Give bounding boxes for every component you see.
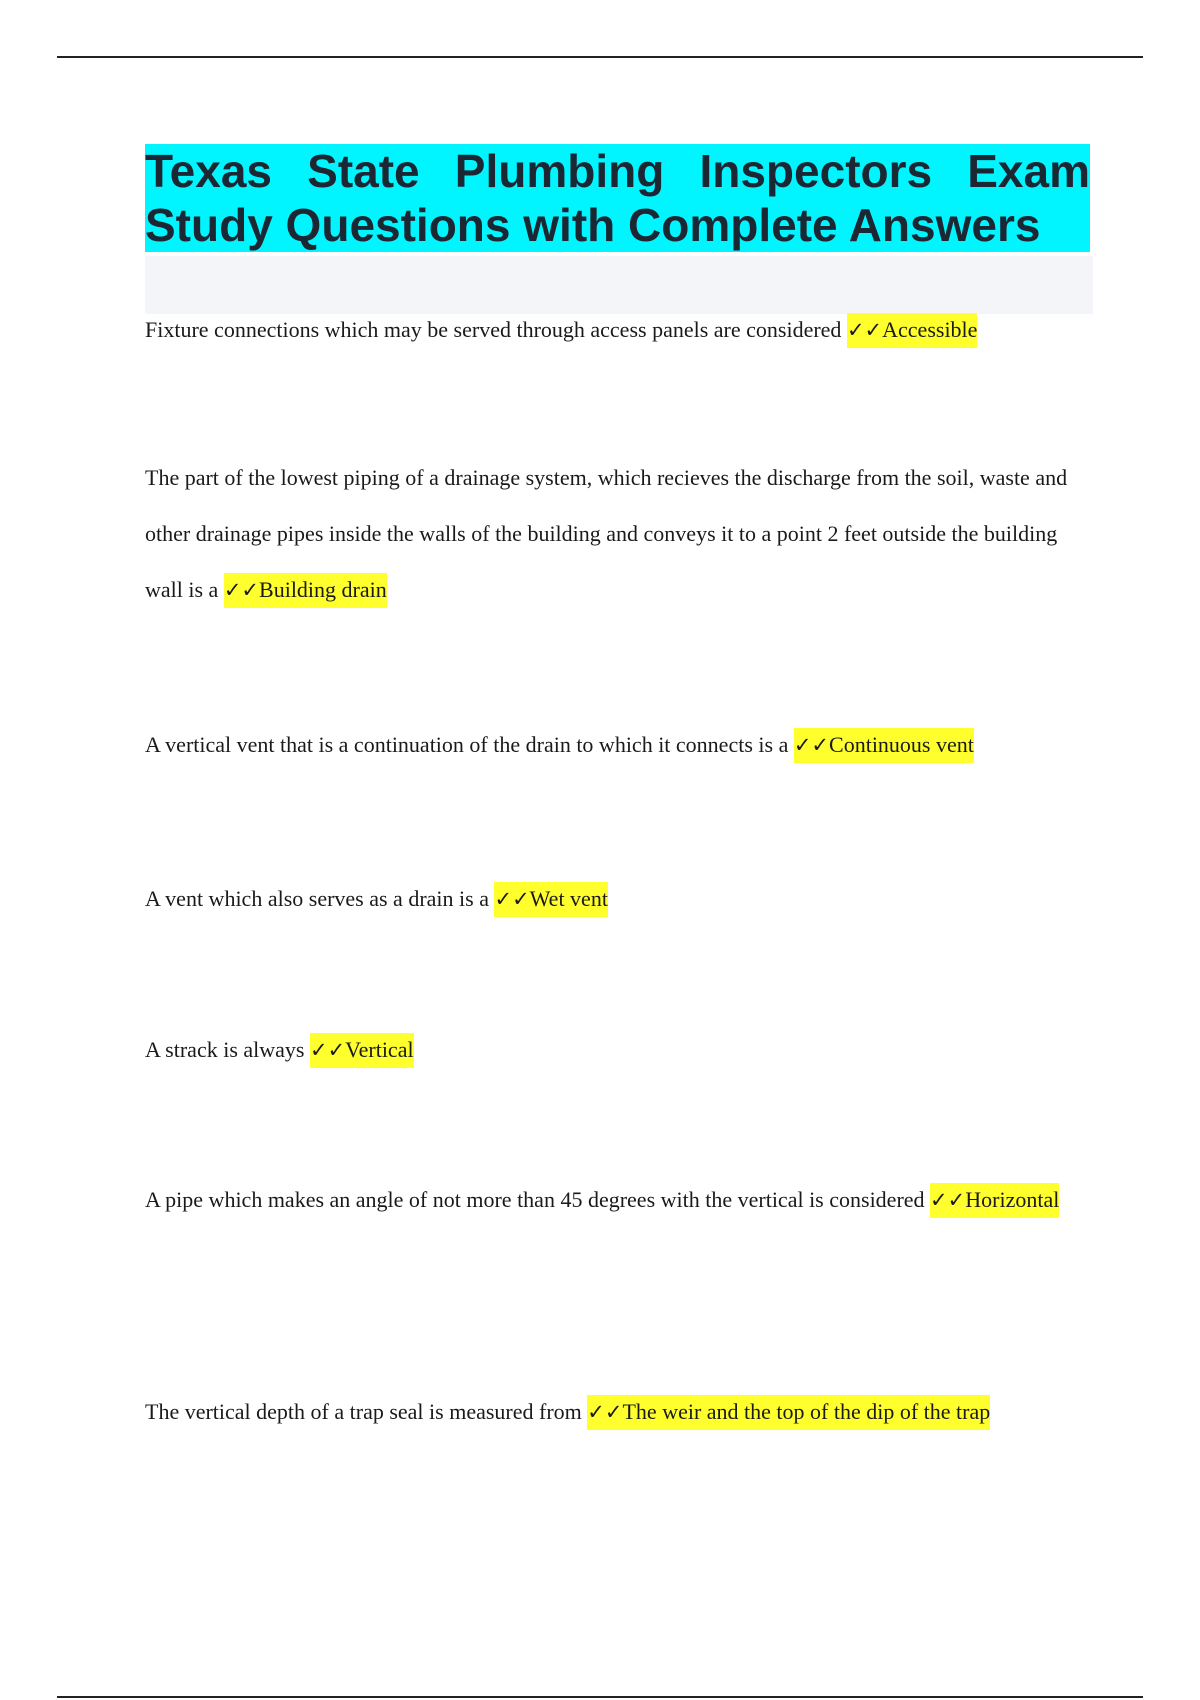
title-line-2: Study Questions with Complete Answers bbox=[145, 198, 1090, 252]
answer-text: The weir and the top of the dip of the trap bbox=[622, 1399, 991, 1424]
page-top-rule bbox=[57, 56, 1143, 58]
check-icon: ✓✓ bbox=[223, 578, 260, 602]
document-title bbox=[145, 144, 1090, 252]
question-text: Fixture connections which may be served through access panels are considered bbox=[145, 317, 847, 342]
check-icon: ✓✓ bbox=[846, 318, 883, 342]
question-text: A strack is always bbox=[145, 1037, 310, 1062]
question-4 bbox=[145, 871, 1090, 927]
answer-highlight bbox=[224, 573, 387, 608]
page-bottom-rule bbox=[57, 1696, 1143, 1698]
question-text: A pipe which makes an angle of not more than 45 degrees with the vertical is considered bbox=[145, 1187, 931, 1212]
answer-highlight bbox=[930, 1183, 1059, 1218]
question-5 bbox=[145, 1022, 1090, 1078]
question-2 bbox=[145, 450, 1090, 618]
question-1 bbox=[145, 302, 1090, 358]
answer-highlight bbox=[794, 728, 974, 763]
answer-highlight bbox=[587, 1395, 990, 1430]
check-icon: ✓✓ bbox=[793, 733, 830, 757]
question-text: The part of the lowest piping of a drainage system, which recieves the discharge from the soil, waste and other drainage pipes inside the walls of the building and conveys it to a point 2 feet outside the building wall is a bbox=[145, 465, 1068, 602]
answer-highlight bbox=[847, 313, 978, 348]
answer-text: Continuous vent bbox=[829, 732, 974, 757]
answer-text: Wet vent bbox=[529, 886, 608, 911]
question-7 bbox=[145, 1384, 1090, 1440]
check-icon: ✓✓ bbox=[587, 1400, 623, 1424]
question-text: A vent which also serves as a drain is a bbox=[145, 886, 495, 911]
title-line-1: Texas State Plumbing Inspectors Exam bbox=[145, 145, 1090, 197]
check-icon: ✓✓ bbox=[309, 1038, 346, 1062]
check-icon: ✓✓ bbox=[930, 1188, 966, 1212]
answer-text: Building drain bbox=[259, 577, 387, 602]
answer-text: Vertical bbox=[345, 1037, 414, 1062]
question-text: A vertical vent that is a continuation of the drain to which it connects is a bbox=[145, 732, 794, 757]
question-text: The vertical depth of a trap seal is measured from bbox=[145, 1399, 588, 1424]
answer-highlight bbox=[310, 1033, 414, 1068]
answer-text: Horizontal bbox=[965, 1187, 1060, 1212]
check-icon: ✓✓ bbox=[494, 887, 530, 911]
answer-text: Accessible bbox=[882, 317, 978, 342]
question-6 bbox=[145, 1172, 1090, 1228]
question-3 bbox=[145, 717, 1090, 773]
answer-highlight bbox=[494, 882, 607, 917]
